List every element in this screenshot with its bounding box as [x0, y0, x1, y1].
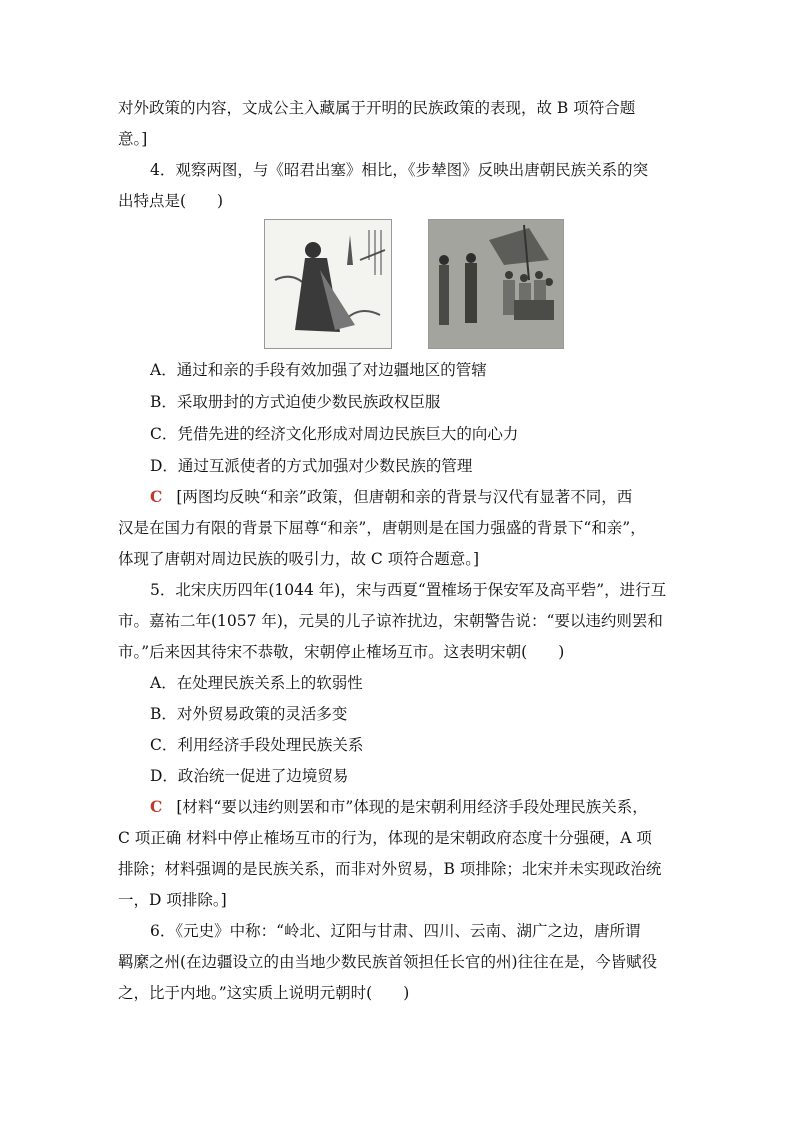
q6-stem: 之，比于内地。”这实质上说明元朝时( ): [118, 984, 410, 1002]
q5-explain-line: 一，D 项排除。]: [118, 891, 227, 909]
q4-explanation: [150, 487, 632, 507]
q5-stem: 市。嘉祐二年(1057 年)，元昊的儿子谅祚扰边，宋朝警告说：“要以违约则罢和: [118, 612, 663, 630]
q4-option-b: B．采取册封的方式迫使少数民族政权臣服: [150, 393, 441, 411]
q5-option-a: A．在处理民族关系上的软弱性: [150, 674, 363, 692]
q4-option-c: C．凭借先进的经济文化形成对周边民族巨大的向心力: [150, 425, 519, 443]
q4-explain-text: [两图均反映“和亲”政策，但唐朝和亲的背景与汉代有显著不同，西: [176, 488, 633, 506]
q5-stem: 5．北宋庆历四年(1044 年)，宋与西夏“置榷场于保安军及高平砦”，进行互: [150, 581, 667, 599]
q5-explain-text: [材料“要以违约则罢和市”体现的是宋朝利用经济手段处理民族关系，: [176, 798, 648, 816]
q5-answer-letter: C: [150, 797, 163, 816]
q4-option-a: A．通过和亲的手段有效加强了对边疆地区的管辖: [150, 361, 487, 379]
q5-explain-line: C 项正确 材料中停止榷场互市的行为，体现的是宋朝政府态度十分强硬，A 项: [118, 829, 652, 847]
q5-explanation: [150, 797, 648, 817]
q5-option-d: D．政治统一促进了边境贸易: [150, 767, 349, 785]
q4-option-d: D．通过互派使者的方式加强对少数民族的管理: [150, 457, 473, 475]
q3-explain-line: 对外政策的内容，文成公主入藏属于开明的民族政策的表现，故 B 项符合题: [118, 99, 636, 117]
q5-option-b: B．对外贸易政策的灵活多变: [150, 705, 348, 723]
q4-explain-line: 汉是在国力有限的背景下屈尊“和亲”，唐朝则是在国力强盛的背景下“和亲”，: [118, 519, 646, 537]
q5-explain-line: 排除；材料强调的是民族关系，而非对外贸易，B 项排除；北宋并未实现政治统: [118, 860, 662, 878]
q4-explain-line: 体现了唐朝对周边民族的吸引力，故 C 项符合题意。]: [118, 550, 480, 568]
zhaojun-painting-image: [264, 219, 392, 349]
q6-stem: 6．《元史》中称：“岭北、辽阳与甘肃、四川、云南、湖广之边，唐所谓: [150, 922, 641, 940]
q3-explain-line: 意。]: [118, 130, 148, 148]
q6-stem: 羁縻之州(在边疆设立的由当地少数民族首领担任长官的州)往往在是，今皆赋役: [118, 953, 658, 971]
q4-stem: 出特点是( ): [118, 192, 224, 210]
q4-answer-letter: C: [150, 487, 163, 506]
bunian-painting-image: [428, 219, 564, 349]
q5-stem: 市。”后来因其待宋不恭敬，宋朝停止榷场互市。这表明宋朝( ): [118, 643, 565, 661]
q5-option-c: C．利用经济手段处理民族关系: [150, 736, 364, 754]
q4-stem: 4．观察两图，与《昭君出塞》相比，《步辇图》反映出唐朝民族关系的突: [150, 161, 649, 179]
